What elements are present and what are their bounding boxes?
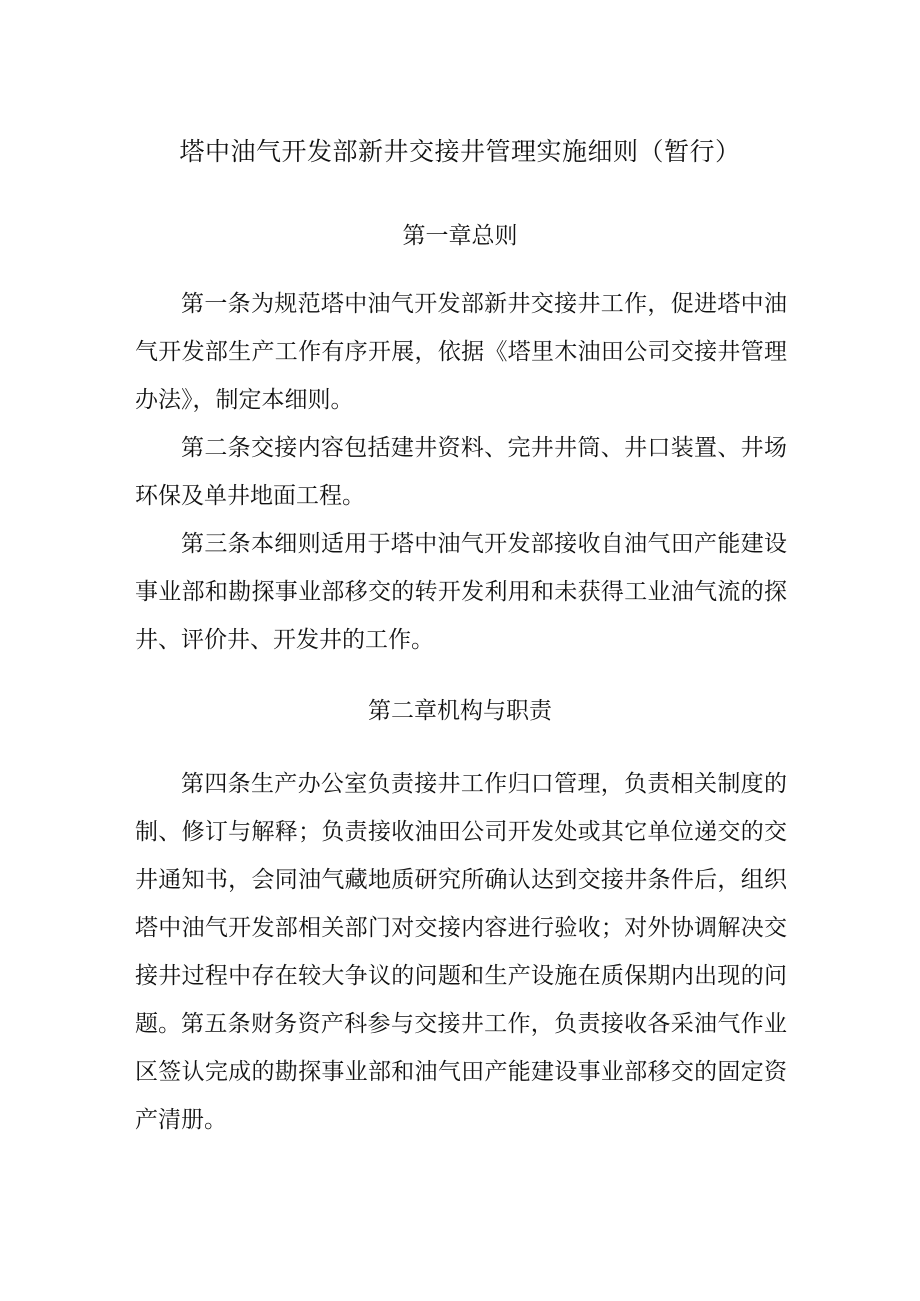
chapter-heading-2: 第二章机构与职责 <box>368 698 552 724</box>
chapter-heading-1: 第一章总则 <box>402 223 518 249</box>
article-1: 第一条为规范塔中油气开发部新井交接井工作，促进塔中油气开发部生产工作有序开展，依据《塔里木油田公司交接井管理办法》，制定本细则。 <box>135 291 787 413</box>
article-5: 第五条财务资产科参与交接井工作，负责接收各采油气作业区签认完成的勘探事业部和油气田产能建设事业部移交的固定资产清册。 <box>135 1011 787 1133</box>
document-title: 塔中油气开发部新井交接井管理实施细则（暂行） <box>179 137 741 166</box>
article-4: 第四条生产办公室负责接井工作归口管理，负责相关制度的制、修订与解释；负责接收油田公司开发处或其它单位递交的交井通知书，会同油气藏地质研究所确认达到交接井条件后，组织塔中油气开发部相关部门对交接内容进行验收；对外协调解决交接井过程中存在较大争议的问题和生产设施在质保期内出现的问题。 <box>135 771 787 1037</box>
article-3: 第三条本细则适用于塔中油气开发部接收自油气田产能建设事业部和勘探事业部移交的转开发利用和未获得工业油气流的探井、评价井、开发井的工作。 <box>135 531 787 653</box>
article-2: 第二条交接内容包括建井资料、完井井筒、井口装置、井场环保及单井地面工程。 <box>135 435 787 509</box>
